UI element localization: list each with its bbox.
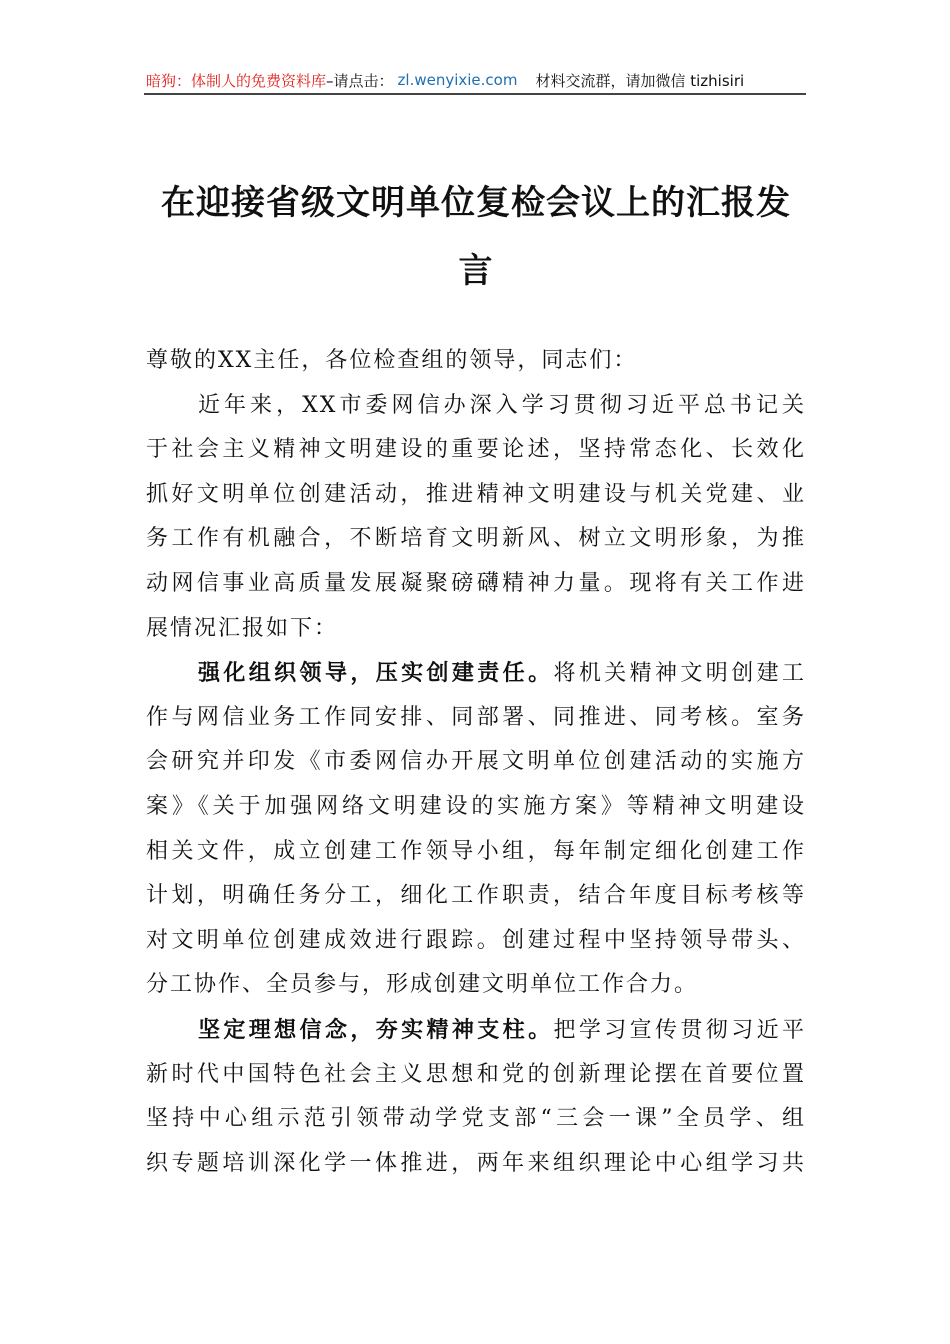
paragraph-line <box>146 1013 806 1058</box>
promo-wechat: 材料交流群，请加微信 tizhisiri <box>535 71 745 90</box>
paragraph-line: 对文明单位创建成效进行跟踪。创建过程中坚持领导带头、 <box>146 927 806 953</box>
document-title-line1: 在迎接省级文明单位复检会议上的汇报发 <box>161 183 791 223</box>
paragraph-line: 案》《关于加强网络文明建设的实施方案》等精神文明建设 <box>146 793 806 819</box>
paragraph-line: 于社会主义精神文明建设的重要论述，坚持常态化、长效化 <box>146 437 806 463</box>
promo-text: 暗狗：体制人的免费资料库 <box>146 71 327 90</box>
paragraph-line: 展情况汇报如下： <box>146 615 339 641</box>
promo-click-label: –请点击： <box>326 71 394 90</box>
paragraph-line: 近年来，XX市委网信办深入学习贯彻习近平总书记关 <box>198 392 806 418</box>
paragraph-line: 坚持中心组示范引领带动学党支部“三会一课”全员学、组 <box>146 1106 806 1132</box>
promo-link[interactable]: zl.wenyixie.com <box>397 71 518 89</box>
document-title-line2: 言 <box>458 251 494 291</box>
header-divider <box>144 93 806 95</box>
paragraph-text: 把学习宣传贯彻习近平 <box>553 1017 806 1043</box>
paragraph-text: 将机关精神文明创建工 <box>553 661 806 687</box>
promo-header <box>146 68 806 92</box>
section-heading: 强化组织领导，压实创建责任。 <box>198 660 554 687</box>
paragraph-line: 织专题培训深化学一体推进，两年来组织理论中心组学习共 <box>146 1150 806 1176</box>
paragraph-line: 新时代中国特色社会主义思想和党的创新理论摆在首要位置 <box>146 1061 806 1087</box>
paragraph-line: 抓好文明单位创建活动，推进精神文明建设与机关党建、业 <box>146 481 806 507</box>
paragraph-line: 作与网信业务工作同安排、同部署、同推进、同考核。室务 <box>146 704 806 730</box>
paragraph-line: 分工协作、全员参与，形成创建文明单位工作合力。 <box>146 972 699 998</box>
paragraph-line: 务工作有机融合，不断培育文明新风、树立文明形象，为推 <box>146 526 806 552</box>
document-body <box>146 344 806 1191</box>
paragraph-line <box>146 656 806 701</box>
section-heading: 坚定理想信念，夯实精神支柱。 <box>198 1016 554 1043</box>
greeting: 尊敬的XX主任，各位检查组的领导，同志们： <box>146 348 638 373</box>
paragraph-line: 会研究并印发《市委网信办开展文明单位创建活动的实施方 <box>146 749 806 775</box>
paragraph-line: 相关文件，成立创建工作领导小组，每年制定细化创建工作 <box>146 838 806 864</box>
paragraph-line: 动网信事业高质量发展凝聚磅礴精神力量。现将有关工作进 <box>146 570 806 596</box>
paragraph-line: 计划，明确任务分工，细化工作职责，结合年度目标考核等 <box>146 883 806 909</box>
